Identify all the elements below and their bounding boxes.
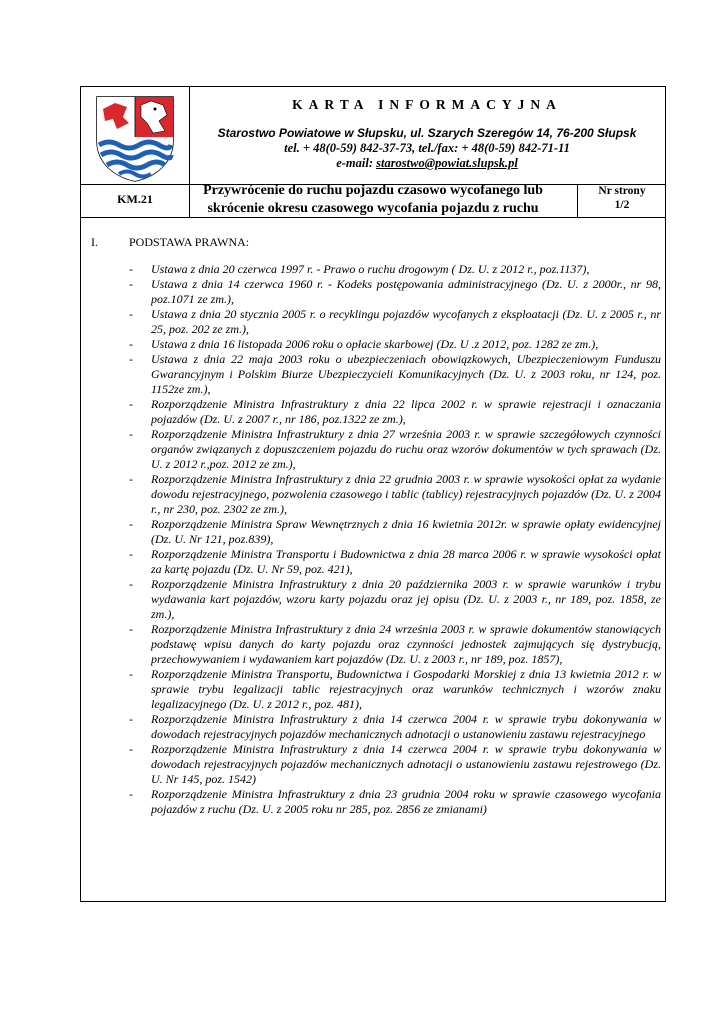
legal-basis-item	[121, 577, 661, 622]
list-dash: -	[129, 397, 133, 411]
legal-basis-text: Ustawa z dnia 20 stycznia 2005 r. o recyklingu pojazdów wycofanych z eksploatacji (Dz. U. z 2005 r., nr 25, poz. 202 ze zm.),	[151, 307, 661, 336]
organization-name: Starostwo Powiatowe w Słupsku, ul. Szarych Szeregów 14, 76-200 Słupsk	[217, 126, 637, 140]
legal-basis-text: Ustawa z dnia 22 maja 2003 roku o ubezpieczeniach obowiązkowych, Ubezpieczeniowym Funduszu Gwarancyjnym i Polskim Biurze Ubezpieczycieli Komunikacyjnych (Dz. U. z 2003 roku, nr 124, poz. 1152ze zm.),	[151, 352, 661, 396]
legal-basis-text: Ustawa z dnia 16 listopada 2006 roku o opłacie skarbowej (Dz. U .z 2012, poz. 1282 ze zm.),	[151, 337, 599, 351]
legal-basis-item	[121, 622, 661, 667]
organization-email-line	[193, 156, 661, 171]
legal-basis-item	[121, 262, 661, 277]
legal-basis-text: Rozporządzenie Ministra Infrastruktury z dnia 22 lipca 2002 r. w sprawie rejestracji i oznaczania pojazdów (Dz. U. z 2007 r., nr 186, poz.1322 ze zm.),	[151, 397, 661, 426]
section-number: I.	[91, 235, 98, 249]
list-dash: -	[129, 337, 133, 351]
logo-column-divider	[189, 87, 190, 217]
legal-basis-item	[121, 547, 661, 577]
legal-basis-item	[121, 712, 661, 742]
legal-basis-item	[121, 337, 661, 352]
subject-line-2: skrócenie okresu czasowego wycofania pojazdu z ruchu	[207, 201, 539, 216]
section-heading	[91, 235, 249, 250]
organization-info	[193, 126, 661, 171]
list-dash: -	[129, 307, 133, 321]
list-dash: -	[129, 787, 133, 801]
legal-basis-item	[121, 277, 661, 307]
page-number-box	[581, 184, 663, 212]
list-dash: -	[129, 547, 133, 561]
legal-basis-text: Rozporządzenie Ministra Transportu i Budownictwa z dnia 28 marca 2006 r. w sprawie wysokości opłat za kartę pojazdu (Dz. U. Nr 59, poz. 421),	[151, 547, 661, 576]
list-dash: -	[129, 427, 133, 441]
legal-basis-item	[121, 667, 661, 712]
list-dash: -	[129, 352, 133, 366]
legal-basis-item	[121, 472, 661, 517]
list-dash: -	[129, 472, 133, 486]
page-column-divider	[577, 184, 578, 217]
list-dash: -	[129, 622, 133, 636]
page-number-value: 1/2	[614, 199, 630, 211]
card-code: KM.21	[117, 192, 153, 206]
legal-basis-text: Ustawa z dnia 20 czerwca 1997 r. - Prawo o ruchu drogowym ( Dz. U. z 2012 r., poz.1137),	[151, 262, 590, 276]
legal-basis-text: Rozporządzenie Ministra Infrastruktury z dnia 27 września 2003 r. w sprawie szczegółowych czynności organów związanych z dopuszczeniem pojazdu do ruchu oraz wzorów dokumentów w tych sprawach (Dz. U. z 2012 r.,poz. 2012 ze zm.),	[151, 427, 661, 471]
legal-basis-text: Rozporządzenie Ministra Spraw Wewnętrznych z dnia 16 kwietnia 2012r. w sprawie opłaty ewidencyjnej (Dz. U. Nr 121, poz.839),	[151, 517, 661, 546]
legal-basis-text: Rozporządzenie Ministra Infrastruktury z dnia 22 grudnia 2003 r. w sprawie wysokości opłat za wydanie dowodu rejestracyjnego, pozwolenia czasowego i tablic (tablicy) rejestracyjnych pojazdów (Dz. U. z 2004 r., nr 230, poz. 2302 ze zm.),	[151, 472, 661, 516]
email-link[interactable]: starostwo@powiat.slupsk.pl	[376, 156, 518, 170]
legal-basis-text: Ustawa z dnia 14 czerwca 1960 r. - Kodeks postępowania administracyjnego (Dz. U. z 2000r., nr 98, poz.1071 ze zm.),	[151, 277, 661, 306]
subject-line-1: Przywrócenie do ruchu pojazdu czasowo wycofanego lub	[203, 183, 543, 198]
card-title: KARTA INFORMACYJNA	[292, 97, 562, 112]
legal-basis-item	[121, 352, 661, 397]
information-card	[80, 86, 666, 902]
list-dash: -	[129, 667, 133, 681]
page-number-label: Nr strony	[598, 185, 646, 197]
section-title: PODSTAWA PRAWNA:	[129, 235, 250, 249]
legal-basis-text: Rozporządzenie Ministra Infrastruktury z dnia 24 września 2003 r. w sprawie dokumentów stanowiących podstawę wpisu danych do karty pojazdu oraz czynności jednostek zajmujących się dystrybucją, przechowywaniem i wydawaniem kart pojazdów (Dz. U. z 2003 r., nr 189, poz. 1857),	[151, 622, 661, 666]
list-dash: -	[129, 712, 133, 726]
legal-basis-list	[121, 262, 661, 817]
legal-basis-item	[121, 397, 661, 427]
legal-basis-text: Rozporządzenie Ministra Infrastruktury z dnia 23 grudnia 2004 roku w sprawie czasowego wycofania pojazdów z ruchu (Dz. U. z 2005 roku nr 285, poz. 2856 ze zmianami)	[151, 787, 661, 816]
list-dash: -	[129, 517, 133, 531]
coat-of-arms-icon	[85, 91, 185, 183]
legal-basis-text: Rozporządzenie Ministra Transportu, Budownictwa i Gospodarki Morskiej z dnia 13 kwietnia 2012 r. w sprawie trybu legalizacji tablic rejestracyjnych oraz warunków technicznych i wzorów znaku legalizacyjnego (Dz. U. z 2012 r., poz. 481),	[151, 667, 661, 711]
legal-basis-text: Rozporządzenie Ministra Infrastruktury z dnia 14 czerwca 2004 r. w sprawie trybu dokonywania w dowodach rejestracyjnych pojazdów mechanicznych adnotacji o ustanowieniu zastawu rejestracyjnego	[151, 712, 661, 741]
email-label: e-mail:	[336, 156, 377, 170]
list-dash: -	[129, 262, 133, 276]
legal-basis-item	[121, 427, 661, 472]
list-dash: -	[129, 277, 133, 291]
card-subject	[193, 182, 553, 218]
legal-basis-item	[121, 742, 661, 787]
list-dash: -	[129, 742, 133, 756]
organization-phone: tel. + 48(0-59) 842-37-73, tel./fax: + 48(0-59) 842-71-11	[284, 141, 570, 155]
legal-basis-item	[121, 307, 661, 337]
legal-basis-item	[121, 517, 661, 547]
list-dash: -	[129, 577, 133, 591]
legal-basis-text: Rozporządzenie Ministra Infrastruktury z dnia 20 października 2003 r. w sprawie warunków i trybu wydawania kart pojazdów, wzoru karty pojazdu oraz jej opisu (Dz. U. z 2003 r., nr 189, poz. 1858, ze zm.),	[151, 577, 661, 621]
legal-basis-item	[121, 787, 661, 817]
legal-basis-text: Rozporządzenie Ministra Infrastruktury z dnia 14 czerwca 2004 r. w sprawie trybu dokonywania w dowodach rejestracyjnych pojazdów mechanicznych adnotacji o ustanowieniu zastawu rejestrowego (Dz. U. Nr 145, poz. 1542)	[151, 742, 661, 786]
